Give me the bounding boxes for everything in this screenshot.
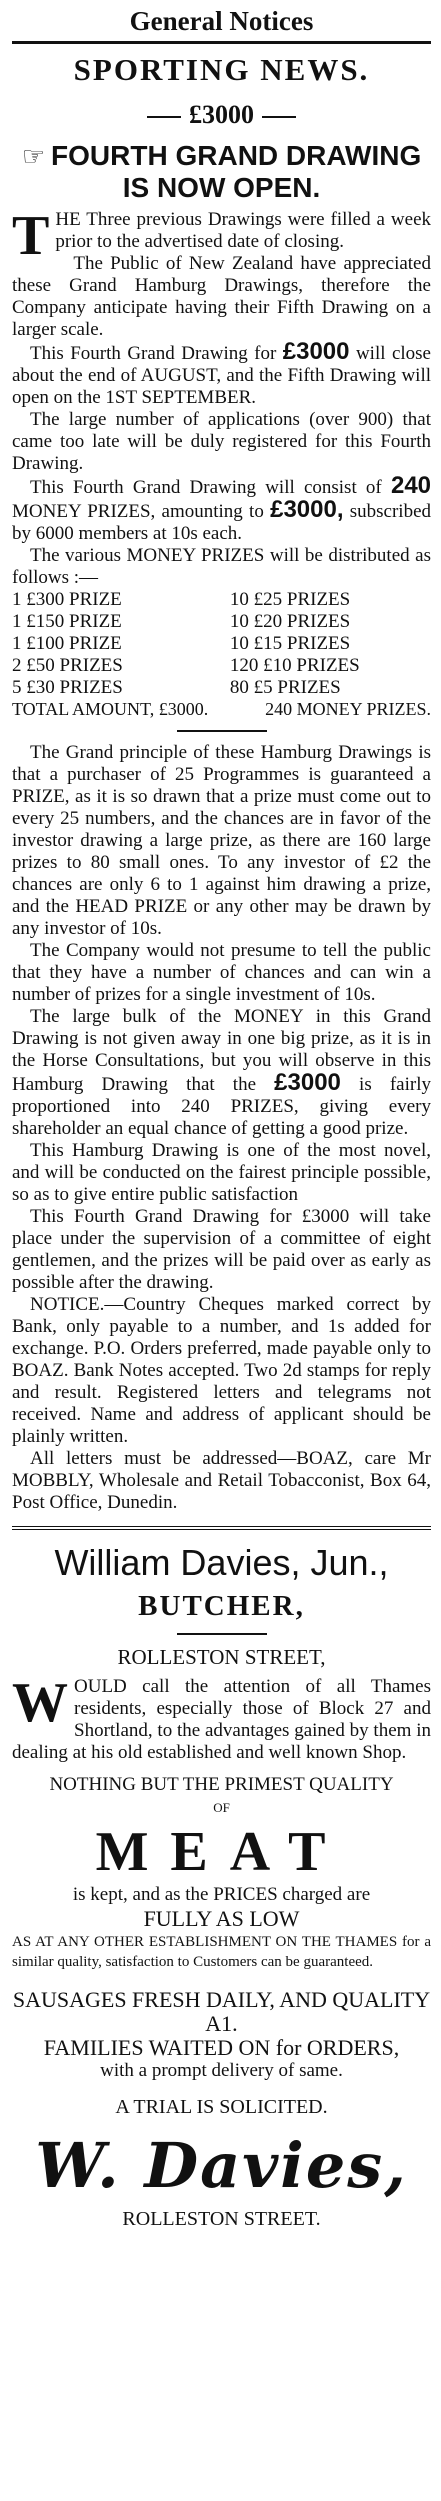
prize-left: 1 £100 PRIZE (12, 633, 122, 654)
prize-total (12, 699, 431, 720)
signature: W. Davies, (35, 2129, 408, 2202)
dropcap-w: W (12, 1672, 68, 1734)
prize-row (12, 589, 431, 611)
meat-heading: MEAT (95, 1821, 348, 1883)
prize-right: 10 £25 PRIZES (229, 589, 351, 610)
prize-right: 80 £5 PRIZES (229, 677, 341, 698)
business-street: ROLLESTON STREET, (117, 1645, 326, 1669)
pointing-hand-icon: ☞ (21, 141, 46, 171)
prize-right: 10 £15 PRIZES (229, 633, 351, 654)
prize-left: 1 £150 PRIZE (12, 611, 122, 632)
p3-start: This Fourth Grand Drawing for (30, 343, 277, 364)
paragraph-intro-text: OULD call the attention of all Thames residents, especially those of Block 27 and Shortland, to the advantages gained by them in dealing at his old established and well known Shop. (12, 1676, 431, 1763)
prize-right: 10 £20 PRIZES (229, 611, 351, 632)
p3-end: will close about the end of AUGUST, and the Fifth Drawing will open on the 1ST SEPTEMBER. (12, 343, 431, 408)
prize-row (12, 611, 431, 633)
paragraph-supervision: This Fourth Grand Drawing for £3000 will take place under the supervision of a committee of eight gentlemen, and the prizes will be paid over as early as possible after the drawing. (12, 1206, 431, 1293)
fully-as-low: FULLY AS LOW (143, 1906, 300, 1931)
prize-left: 5 £30 PRIZES (12, 677, 123, 698)
establishment-line: AS AT ANY OTHER ESTABLISHMENT ON THE THAMES for a similar quality, satisfaction to Customers can be guaranteed. (12, 1934, 431, 1970)
p3-amount: £3000 (282, 338, 350, 365)
paragraph-previous-drawings (12, 205, 431, 267)
signature-street: ROLLESTON STREET. (122, 2208, 321, 2230)
dash-left (147, 116, 181, 118)
prize-table (12, 589, 431, 699)
total-prizes: 240 MONEY PRIZES. (265, 699, 431, 719)
p5-end: subscribed by 6000 members at 10s each. (12, 501, 432, 544)
paragraph-previous-drawings-text: HE Three previous Drawings were filled a week prior to the advertised date of closing. (55, 209, 431, 252)
p5-start: This Fourth Grand Drawing will consist of (30, 477, 382, 498)
paragraph-address: All letters must be addressed—BOAZ, care Mr MOBBLY, Wholesale and Retail Tobacconist, Box 64, Post Office, Dunedin. (12, 1448, 431, 1513)
prize-left: 2 £50 PRIZES (12, 655, 123, 676)
p5-number: 240 (390, 472, 432, 499)
prize-amount: £3000 (189, 100, 254, 129)
advert-separator (12, 1526, 431, 1530)
dash-right (262, 116, 296, 118)
paragraph-consist (12, 472, 432, 545)
paragraph-grand-principle: The Grand principle of these Hamburg Drawings is that a purchaser of 25 Programmes is guaranteed a PRIZE, as it is so drawn that a prize must come out to every 25 numbers, and the chances are in favor of the investor drawing a large prize, as there are 160 large prizes to 80 small ones. To any investor of £2 the chances are only 6 to 1 against him drawing a prize, and the HEAD PRIZE or any other may be drawn by any investor of 10s. (12, 742, 431, 939)
paragraph-notice: NOTICE.—Country Cheques marked correct by Bank, only payable to a number, and 1s added for exchange. P.O. Orders preferred, made payable only to BOAZ. Bank Notes accepted. Two 2d stamps for reply and result. Registered letters and telegrams not received. Name and address of applicant should be plainly written. (12, 1294, 431, 1447)
dropcap-t: T (12, 205, 50, 267)
divider (177, 1633, 267, 1635)
p5-amount: £3000, (270, 496, 344, 523)
paragraph-company-presume: The Company would not presume to tell the public that they have a number of chances and can win a number of prizes for a single investment of 10s. (12, 940, 431, 1005)
paragraph-applications: The large number of applications (over 900) that came too late will be duly registered for this Fourth Drawing. (12, 409, 431, 474)
prompt-line: with a prompt delivery of same. (100, 2060, 343, 2081)
p9-amount: £3000 (274, 1069, 341, 1096)
prize-left: 1 £300 PRIZE (12, 589, 122, 610)
p5-mid: MONEY PRIZES, amounting to (12, 501, 264, 522)
paragraph-novel: This Hamburg Drawing is one of the most novel, and will be conducted on the fairest principle possible, so as to give entire public satisfaction (12, 1140, 431, 1205)
prize-row (12, 655, 431, 677)
section-title: General Notices (12, 0, 431, 44)
paragraph-public-nz: The Public of New Zealand have appreciated these Grand Hamburg Drawings, therefore the Company anticipate having their Fifth Drawing on a larger scale. (12, 253, 431, 340)
prize-right: 120 £10 PRIZES (229, 655, 360, 676)
quality-line: NOTHING BUT THE PRIMEST QUALITY (49, 1774, 394, 1795)
paragraph-fourth-close (12, 338, 431, 409)
business-trade: BUTCHER, (138, 1590, 305, 1622)
divider (177, 730, 267, 732)
paragraph-distribution: The various MONEY PRIZES will be distributed as follows :— (12, 545, 431, 588)
prize-row (12, 677, 431, 699)
p9-start: The large bulk of the MONEY in this Grand Drawing is not given away in one big prize, as it is in the Horse Consultations, but you will observe in this Hamburg Drawing that the (12, 1006, 431, 1095)
drawing-open-headline (12, 140, 431, 203)
trial-solicited: A TRIAL IS SOLICITED. (115, 2096, 328, 2118)
paragraph-large-bulk (12, 1006, 431, 1140)
families-line: FAMILIES WAITED ON for ORDERS, (43, 2035, 400, 2060)
sporting-news-masthead: SPORTING NEWS. (73, 52, 370, 87)
total-amount: TOTAL AMOUNT, £3000. (12, 699, 209, 719)
sausages-line: SAUSAGES FRESH DAILY, AND QUALITY A1. (12, 1987, 431, 2036)
prize-amount-line (12, 100, 431, 130)
drawing-open-text: FOURTH GRAND DRAWING IS NOW OPEN. (51, 140, 422, 203)
of-label: OF (213, 1800, 230, 1815)
p9-end: is fairly proportioned into 240 PRIZES, giving every shareholder an equal chance of getting a good prize. (12, 1074, 432, 1139)
prize-row (12, 633, 431, 655)
business-name: William Davies, Jun., (54, 1542, 389, 1583)
kept-line: is kept, and as the PRICES charged are (72, 1884, 371, 1905)
paragraph-intro (12, 1672, 431, 1764)
